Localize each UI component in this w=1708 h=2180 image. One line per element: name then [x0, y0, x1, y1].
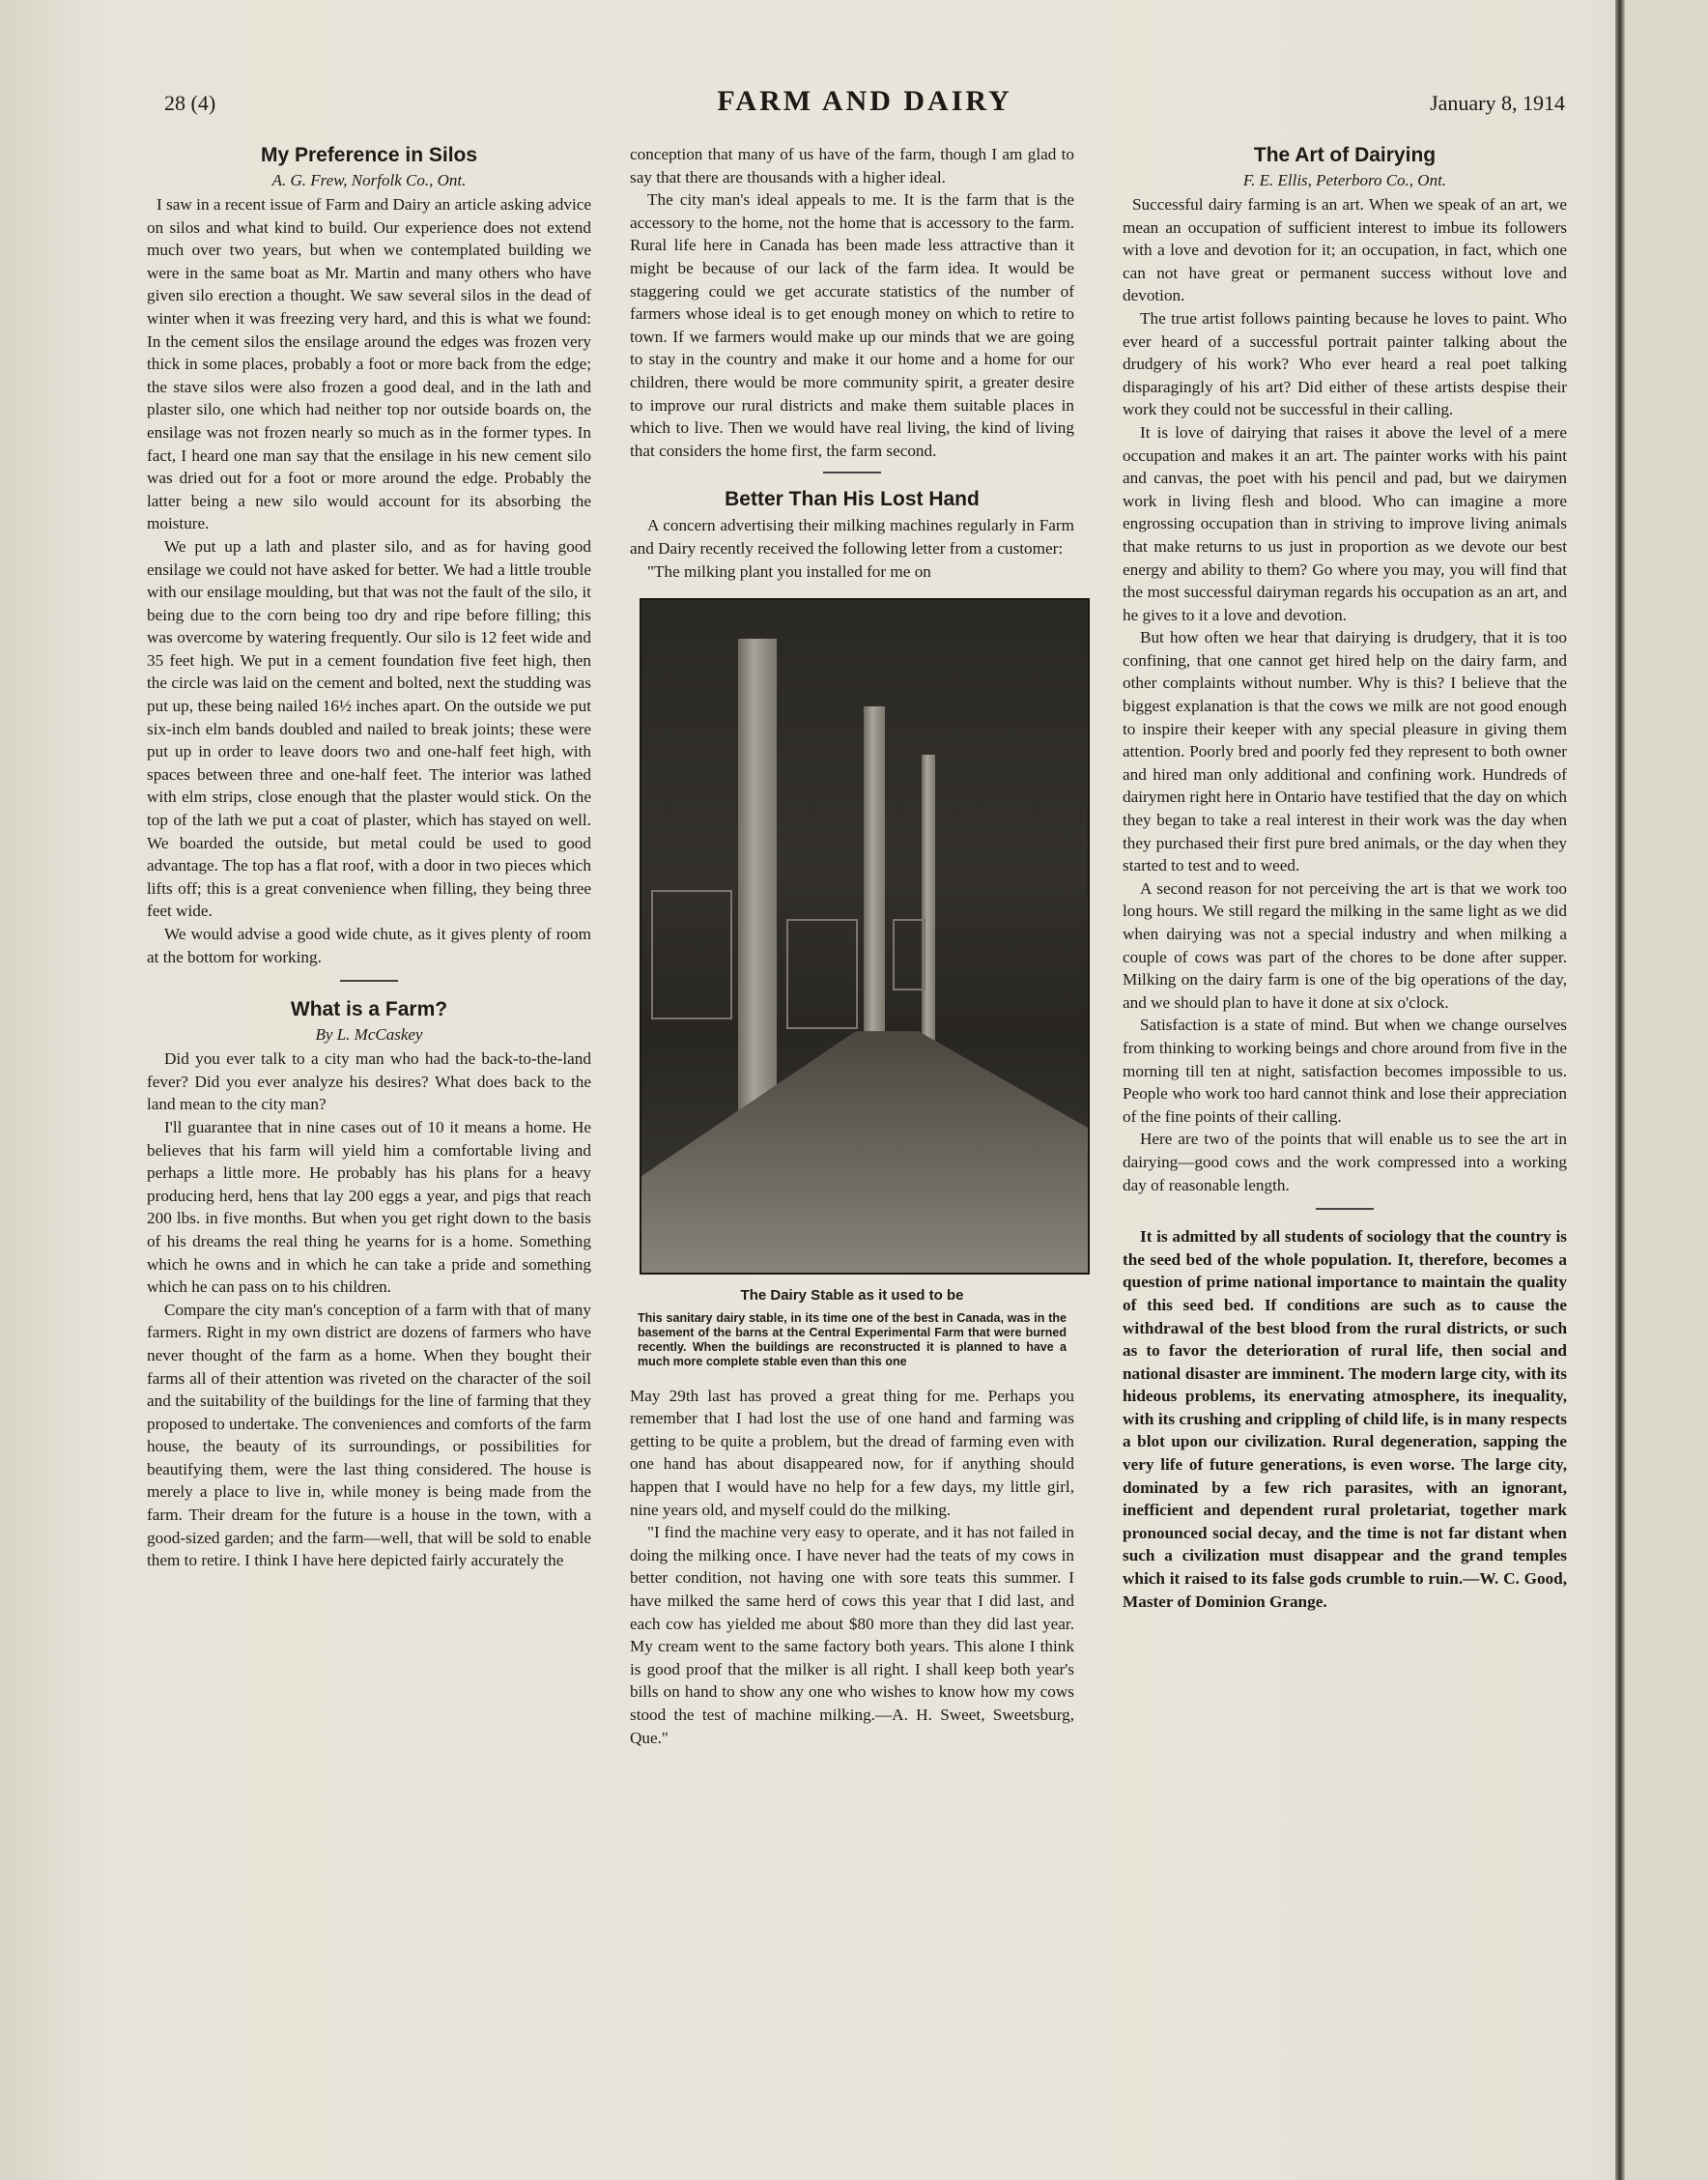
paragraph: "I find the machine very easy to operate, and it has not failed in doing the milking once. I have never had the teats of my cows in better condition, not having one with sore teats this summer. I have milked the same herd of cows this year that I did last, and each cow has yielded me about $80 more than they did last year. My cream went to the same factory both years. This alone I think is good proof that the milker is all right. I shall keep both year's bills on hand to show any one who wishes to know how my cows stood the test of machine milking.—A. H. Sweet, Sweetsburg, Que."	[630, 1523, 1074, 1747]
dairy-stable-photo	[640, 598, 1090, 1275]
paragraph: I saw in a recent issue of Farm and Dairy an article asking advice on silos and what kind to build. Our experience does not extend much over two years, but when we contemplated building we were in the same boat as Mr. Martin and many others who have given silo erection a thought. We saw several silos in the dead of winter when it was freezing very hard, and this is what we found: In the cement silos the ensilage around the edges was frozen very thick in some places, probably a foot or more back from the edge; the stave silos were also frozen a good deal, and in the lath and plaster silo, one which had neither top nor outside boards on, the ensilage was not frozen nearly so much as in the former types. In fact, I heard one man say that the ensilage in his new cement silo was dried out for a foot or more around the edge. Probably the latter being a new silo would account for its absorbing the moisture.	[147, 195, 591, 533]
paragraph: The true artist follows painting because he loves to paint. Who ever heard of a successful portrait painter talking about the drudgery of his work? Who ever heard a real poet talking disparagingly of his art? Did either of these artists despise their work they could not be successful in their calling.	[1123, 308, 1567, 419]
page-header	[164, 85, 1565, 124]
paragraph: Successful dairy farming is an art. When we speak of an art, we mean an occupation of sufficient interest to imbue its followers with a love and devotion for it; an occupation, in fact, which one can not have great or permanent success without love and devotion.	[1123, 195, 1567, 305]
publication-title: FARM AND DAIRY	[717, 85, 1012, 117]
issue-date: January 8, 1914	[1430, 91, 1565, 115]
paragraph: May 29th last has proved a great thing for me. Perhaps you remember that I had lost the use of one hand and farming was getting to be quite a problem, but the dread of farming even with one hand has about disappeared now, for if anything should happen that I would have no help for a few days, my little girl, nine years old, and myself could do the milking.	[630, 1386, 1074, 1519]
column-2	[630, 143, 1074, 1749]
binding-gutter	[1615, 0, 1625, 2180]
column-3	[1123, 143, 1567, 1613]
paragraph: We would advise a good wide chute, as it gives plenty of room at the bottom for working.	[147, 925, 591, 966]
article-title: My Preference in Silos	[260, 144, 478, 166]
section-divider	[340, 980, 398, 982]
page-number: 28 (4)	[164, 91, 216, 115]
paragraph: The city man's ideal appeals to me. It is the farm that is the accessory to the home, not the home that is accessory to the farm. Rural life here in Canada has been made less attractive than it might be because of our lack of the farm idea. It would be staggering could we get accurate statistics of the number of farmers whose ideal is to get enough money on which to retire to town. If we farmers would make up our minds that we are going to stay in the country and make it our home and a home for our children, there would be more community spirit, a greater desire to improve our rural districts and make them suitable places in which to live. Then we would have real living, the kind of living that considers the home first, the farm second.	[630, 190, 1074, 460]
paragraph: conception that many of us have of the farm, though I am glad to say that there are thousands with a higher ideal.	[630, 145, 1074, 186]
section-divider	[823, 472, 881, 473]
article-title: Better Than His Lost Hand	[725, 488, 980, 511]
paragraph: Satisfaction is a state of mind. But when we change ourselves from thinking to working beings and chore around from five in the morning till ten at night, satisfaction becomes impossible to us. People who work too hard cannot think and lose their appreciation of the fine points of their calling.	[1123, 1016, 1567, 1126]
adjacent-page-edge	[1625, 0, 1708, 2180]
article-byline: By L. McCaskey	[315, 1025, 423, 1045]
column-1	[147, 143, 591, 1572]
article-byline: A. G. Frew, Norfolk Co., Ont.	[271, 171, 467, 189]
paragraph: It is admitted by all students of sociology that the country is the seed bed of the whole population. It, therefore, becomes a question of prime national importance to maintain the quality of this seed bed. If conditions are such as to cause the withdrawal of the best blood from the rural districts, or such as to favor the deterioration of rural life, then social and national disaster are imminent. The modern large city, with its hideous problems, its enervating atmosphere, its inequality, with its crushing and crippling of child life, is in many respects a blot upon our civilization. Rural degeneration, sapping the very life of future generations, is even worse. The large city, dominated by a few rich parasites, with an ignorant, inefficient and dependent rural proletariat, together mark pronounced social decay, and the time is not far distant when such a civilization must disappear and the grand temples which it raised to its false gods crumble to ruin.—W. C. Good, Master of Dominion Grange.	[1123, 1227, 1567, 1611]
photo-caption-text: This sanitary dairy stable, in its time one of the best in Canada, was in the basement of the barns at the Central Experimental Farm that were burned recently. When the buildings are reconstructed it is planned to have a much more complete stable even than this one	[638, 1310, 1067, 1368]
section-divider	[1316, 1208, 1374, 1210]
paragraph: It is love of dairying that raises it above the level of a mere occupation and makes it an art. The painter works with his paint and canvas, the poet with his pencil and pad, but we dairymen work in living flesh and blood. Who can imagine a more engrossing occupation than in striving to improve living animals that make returns to us just in proportion as we devote our best energy and ability to them? Go where you may, you will find that the most successful dairyman regards his occupation as an art, and he gives to it a love and devotion.	[1123, 422, 1567, 624]
paragraph: Compare the city man's conception of a farm with that of many farmers. Right in my own district are dozens of farmers who have never thought of the farm as a home. When they bought their farms all of their attention was riveted on the character of the soil and the suitability of the buildings for the line of farming that they proposed to undertake. The conveniences and comforts of the farm house, the beauty of its surroundings, or possibilities for beautifying them, were the last thing considered. The house is merely a place to live in, while money is being made from the farm. Their dream for the future is a house in the town, with a good-sized garden; and the farm—well, that will be sold to enable them to retire. I think I have here depicted fairly accurately the	[147, 1300, 591, 1570]
paragraph: Here are two of the points that will enable us to see the art in dairying—good cows and the work compressed into a working day of reasonable length.	[1123, 1130, 1567, 1194]
photo-caption-title: The Dairy Stable as it used to be	[740, 1287, 964, 1305]
paragraph: A second reason for not perceiving the art is that we work too long hours. We still regard the milking in the same light as we did when dairying was not a special industry and when milking a couple of cows was part of the chores to be done after supper. Milking on the dairy farm is one of the big operations of the day, and we should plan to have it done at six o'clock.	[1123, 878, 1567, 1012]
article-byline: F. E. Ellis, Peterboro Co., Ont.	[1242, 171, 1447, 189]
paragraph: We put up a lath and plaster silo, and as for having good ensilage we could not have asked for better. We had a little trouble with our ensilage moulding, but that was not the fault of the silo, it being due to the corn being too dry and ripe before filling; this was overcome by watering frequently. Our silo is 12 feet wide and 35 feet high. We put in a cement foundation five feet high, then the circle was laid on the cement and bolted, next the studding was put up, these being nailed 16½ inches apart. On the outside we put six-inch elm bands doubled and nailed to break joints; these were put up in order to leave doors two and one-half feet high, with spaces between three and one-half feet. The interior was lathed with elm strips, close enough that the plaster would stick. On the top of the lath we put a coat of plaster, which has stayed on well. We boarded the outside, but metal could be used to good advantage. The top has a flat roof, with a door in two pieces which lifts off; this is a great convenience when filling, they being three feet wide.	[147, 536, 591, 921]
paragraph: Did you ever talk to a city man who had the back-to-the-land fever? Did you ever analyze his desires? What does back to the land mean to the city man?	[147, 1049, 591, 1114]
paragraph: "The milking plant you installed for me on	[647, 561, 931, 581]
paragraph: A concern advertising their milking machines regularly in Farm and Dairy recently received the following letter from a customer:	[630, 516, 1074, 558]
article-title: What is a Farm?	[290, 998, 448, 1021]
paragraph: But how often we hear that dairying is drudgery, that it is too confining, that one cannot get hired help on the dairy farm, and other complaints without number. Why is this? I believe that the biggest explanation is that the cows we milk are not good enough to inspire their keeper with any special pleasure in giving them attention. Poorly bred and poorly fed they represent to both owner and hired man only additional and confining work. Hundreds of dairymen right here in Ontario have testified that the day on which they began to take a real interest in their work was the day when they purchased their first pure bred animals, or the day when they started to test and to weed.	[1123, 628, 1567, 875]
article-title: The Art of Dairying	[1253, 144, 1437, 166]
paragraph: I'll guarantee that in nine cases out of 10 it means a home. He believes that his farm will yield him a comfortable living and perhaps a little more. He probably has his plans for a heavy producing herd, hens that lay 200 eggs a year, and pigs that reach 200 lbs. in five months. But when you get right down to the basis of his dreams the real thing he yearns for is a home. Something which he owns and in which he can take a pride and something which he can pass on to his children.	[147, 1117, 591, 1297]
